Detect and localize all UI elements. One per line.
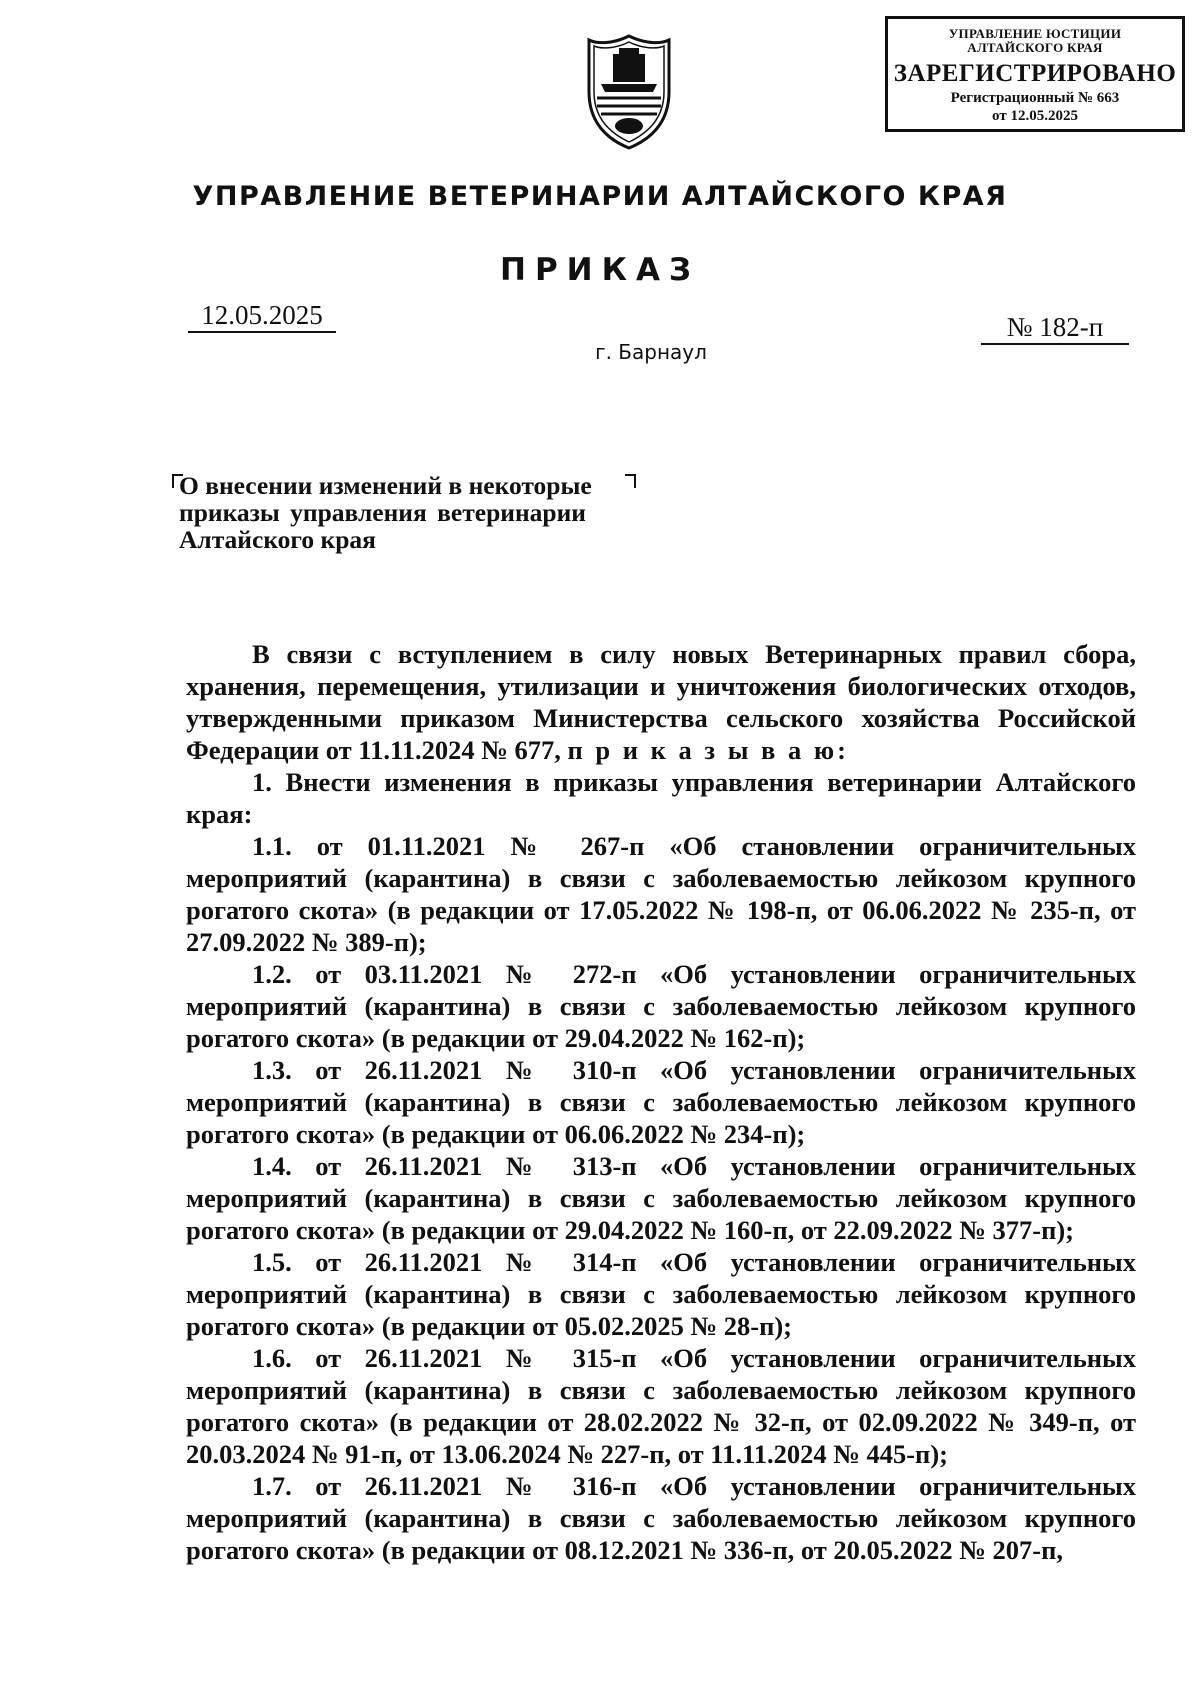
order-word: п р и к а з ы в а ю: [567,735,849,765]
item-1-1: 1.1. от 01.11.2021 № 267-п «Об становлении ограничительных мероприятий (карантина) в связи с заболеваемостью лейкозом крупного рогатого скота» (в редакции от 17.05.2022 № 198-п, от 06.06.2022 № 235-п, от 27.09.2022 № 389-п); [186,831,1136,957]
stamp-reg-date: от 12.05.2025 [992,108,1078,124]
item-1: 1. Внести изменения в приказы управления ветеринарии Алтайского края: [186,767,1136,829]
order-number: № 182-п [981,313,1129,345]
subject-corner-left [172,474,183,488]
stamp-authority-line2: АЛТАЙСКОГО КРАЯ [967,40,1103,55]
registration-stamp [885,16,1185,132]
item-1-5: 1.5. от 26.11.2021 № 314-п «Об установлении ограничительных мероприятий (карантина) в связи с заболеваемостью лейкозом крупного рогатого скота» (в редакции от 05.02.2025 № 28-п); [186,1247,1136,1341]
order-date: 12.05.2025 [188,301,336,333]
subject-line-3: Алтайского края [179,525,376,554]
agency-title: УПРАВЛЕНИЕ ВЕТЕРИНАРИИ АЛТАЙСКОГО КРАЯ [192,181,1008,212]
item-1-6: 1.6. от 26.11.2021 № 315-п «Об установлении ограничительных мероприятий (карантина) в связи с заболеваемостью лейкозом крупного рогатого скота» (в редакции от 28.02.2022 № 32-п, от 02.09.2022 № 349-п, от 20.03.2024 № 91-п, от 13.06.2024 № 227-п, от 11.11.2024 № 445-п); [186,1343,1136,1469]
preamble-paragraph [186,638,1136,766]
order-subject [179,472,639,553]
item-1-2: 1.2. от 03.11.2021 № 272-п «Об установлении ограничительных мероприятий (карантина) в связи с заболеваемостью лейкозом крупного рогатого скота» (в редакции от 29.04.2022 № 162-п); [186,959,1136,1053]
subject-line-1: О внесении изменений в некоторые [179,471,592,500]
document-type: ПРИКАЗ [500,252,700,288]
stamp-status: ЗАРЕГИСТРИРОВАНО [893,60,1177,87]
coat-of-arms-emblem [583,32,675,150]
subject-line-2: приказы управления ветеринарии [179,498,586,527]
order-body [186,638,1136,1566]
item-1-3: 1.3. от 26.11.2021 № 310-п «Об установлении ограничительных мероприятий (карантина) в связи с заболеваемостью лейкозом крупного рогатого скота» (в редакции от 06.06.2022 № 234-п); [186,1055,1136,1149]
subject-corner-right [625,474,636,488]
preamble-text: В связи с вступлением в силу новых Ветеринарных правил сбора, хранения, перемещения, утилизации и уничтожения биологических отходов, утвержденными приказом Министерства сельского хозяйства Российской Федерации от 11.11.2024 № 677, [186,639,1136,765]
order-city: г. Барнаул [595,340,707,364]
stamp-reg-number: Регистрационный № 663 [950,90,1120,106]
item-1-4: 1.4. от 26.11.2021 № 313-п «Об установлении ограничительных мероприятий (карантина) в связи с заболеваемостью лейкозом крупного рогатого скота» (в редакции от 29.04.2022 № 160-п, от 22.09.2022 № 377-п); [186,1151,1136,1245]
stamp-authority-line1: УПРАВЛЕНИЕ ЮСТИЦИИ [948,26,1122,41]
item-1-7: 1.7. от 26.11.2021 № 316-п «Об установлении ограничительных мероприятий (карантина) в связи с заболеваемостью лейкозом крупного рогатого скота» (в редакции от 08.12.2021 № 336-п, от 20.05.2022 № 207-п, [186,1471,1136,1565]
